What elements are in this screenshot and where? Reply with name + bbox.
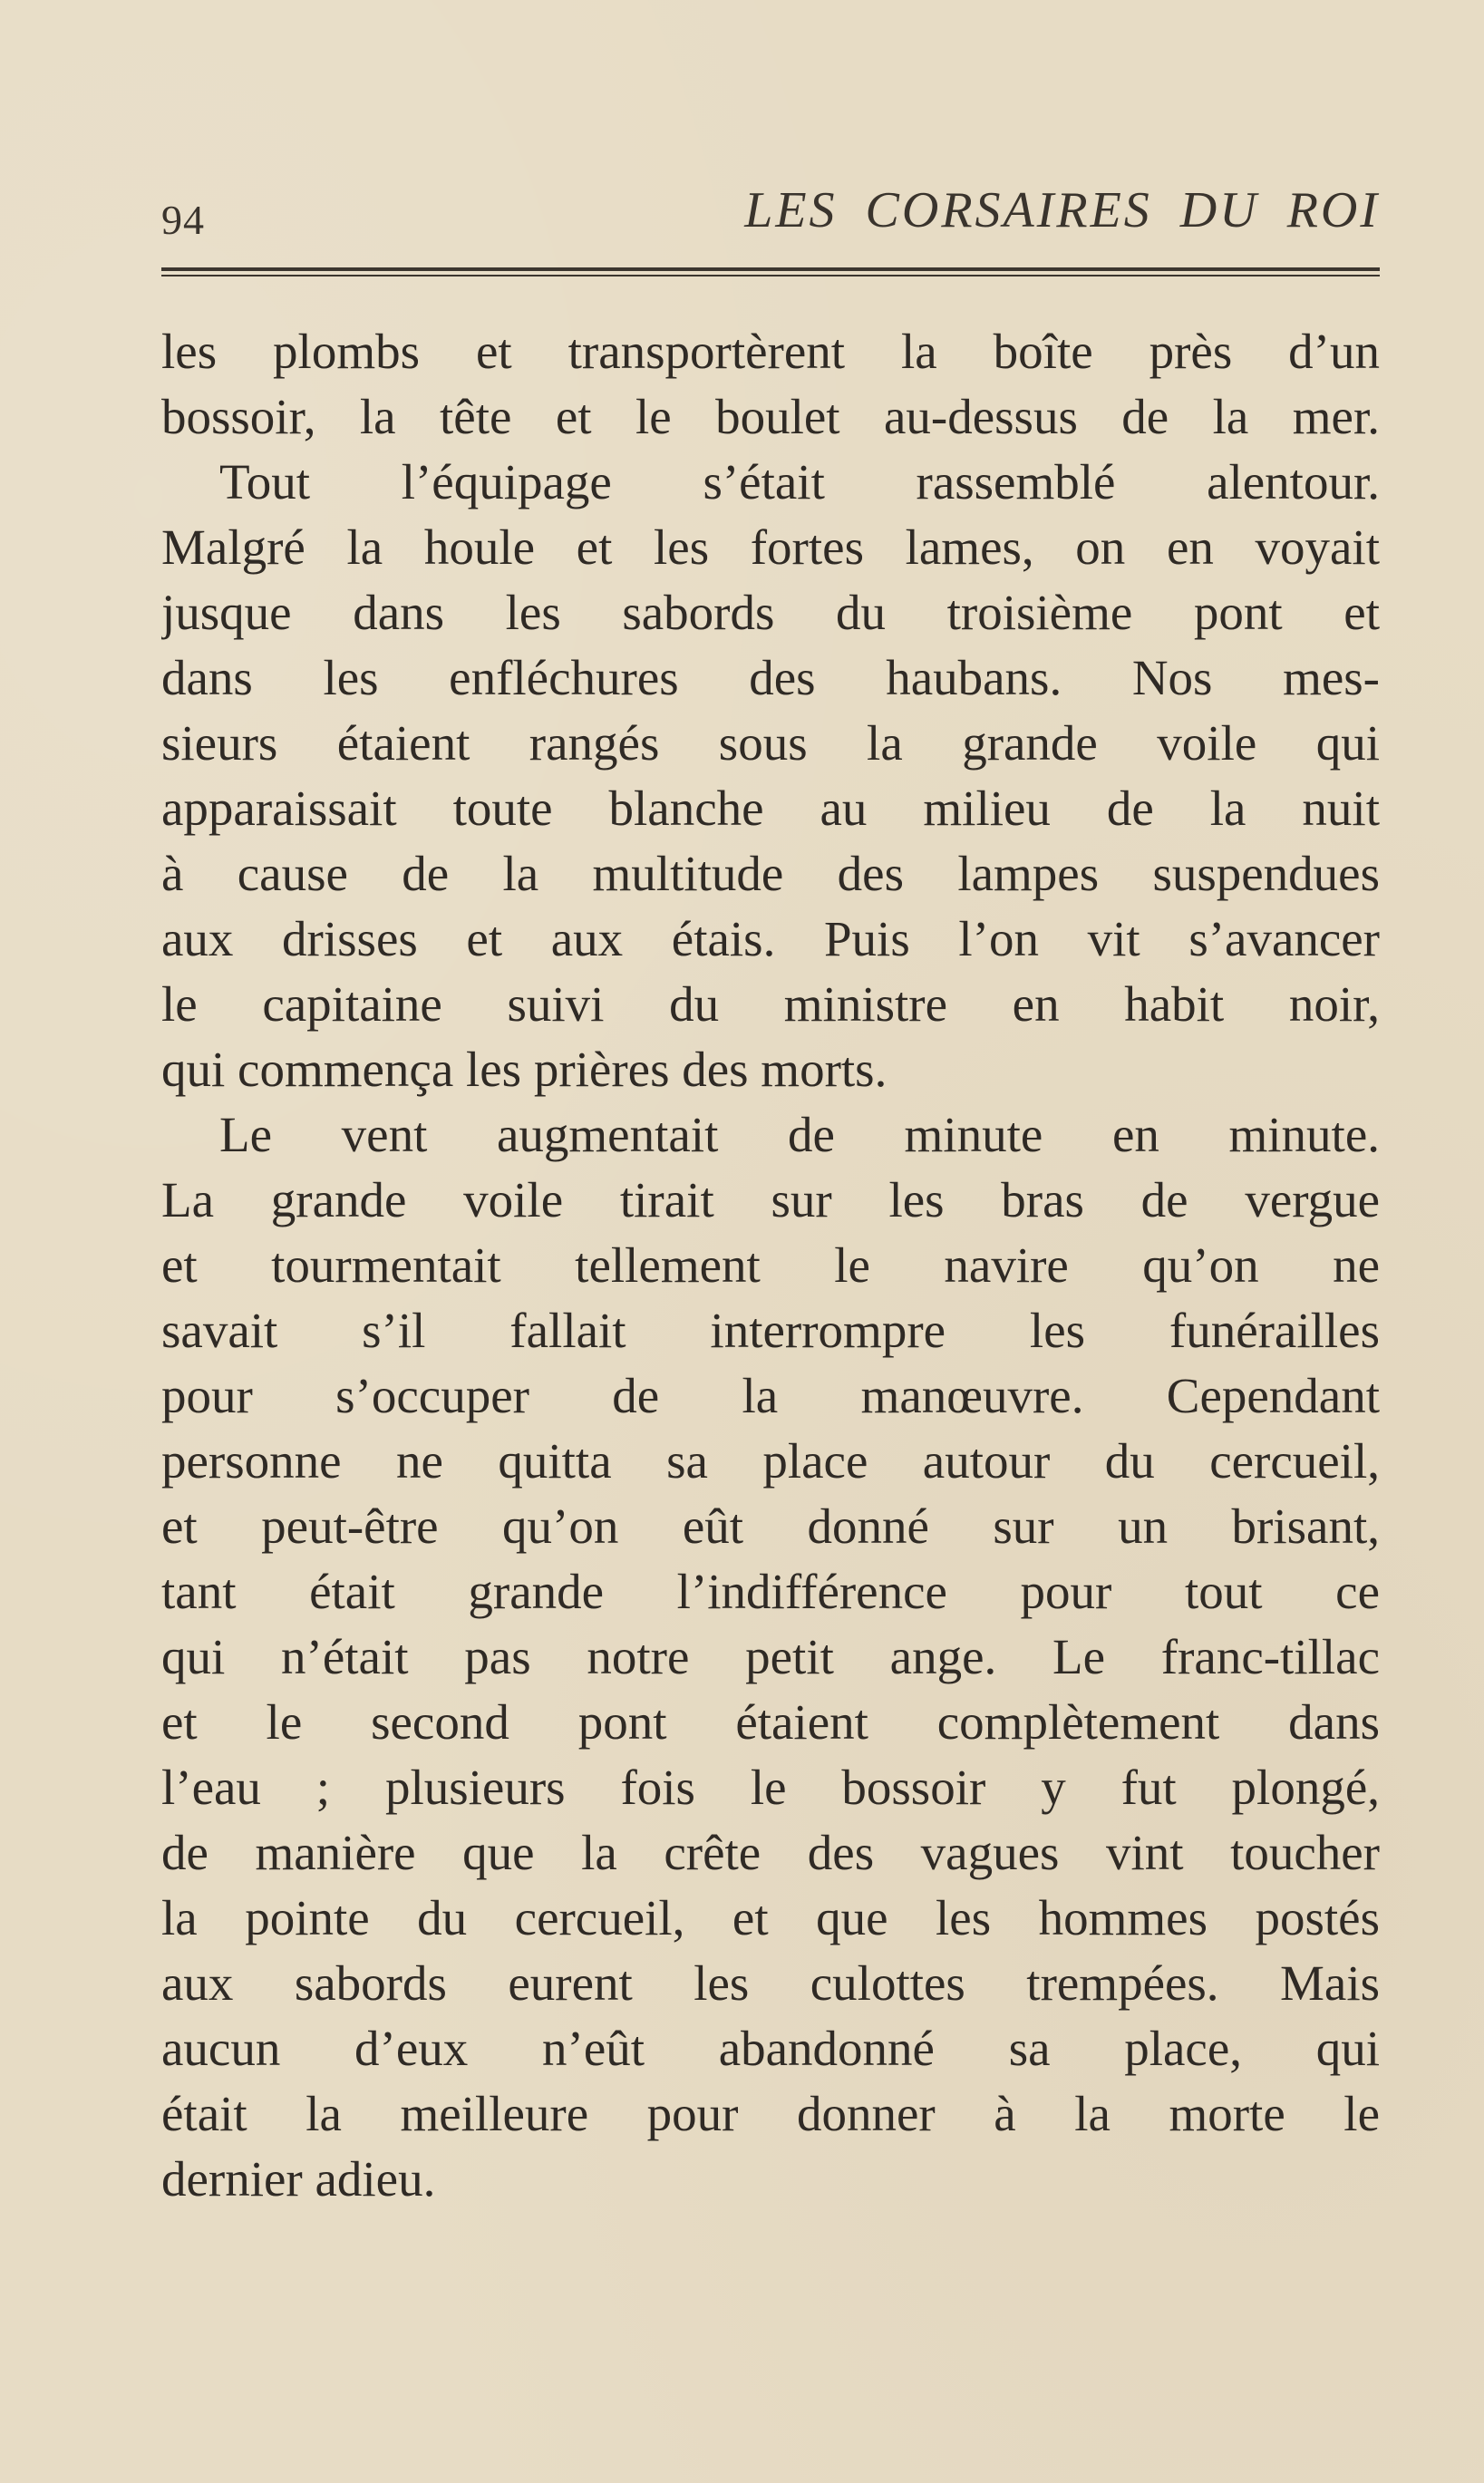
text-line: était la meilleure pour donner à la morte le [161, 2086, 1380, 2141]
text-line: et le second pont étaient complètement dans [161, 1694, 1380, 1750]
text-line: le capitaine suivi du ministre en habit noir, [161, 976, 1380, 1032]
text-line: bossoir, la tête et le boulet au-dessus de la mer. [161, 389, 1380, 444]
text-line: Malgré la houle et les fortes lames, on en voyait [161, 519, 1380, 575]
text-line: pour s’occuper de la manœuvre. Cependant [161, 1368, 1380, 1423]
body-text [161, 319, 1380, 2212]
text-line: l’eau ; plusieurs fois le bossoir y fut plongé, [161, 1760, 1380, 1815]
text-line: et tourmentait tellement le navire qu’on ne [161, 1237, 1380, 1293]
text-line: aux sabords eurent les culottes trempées. Mais [161, 1955, 1380, 2011]
text-line: Le vent augmentait de minute en minute. [219, 1107, 1380, 1162]
text-line: tant était grande l’indifférence pour tout ce [161, 1564, 1380, 1619]
text-line: savait s’il fallait interrompre les funérailles [161, 1303, 1380, 1358]
running-title: LES CORSAIRES DU ROI [744, 182, 1380, 238]
text-line: les plombs et transportèrent la boîte près d’un [161, 324, 1380, 379]
text-line: personne ne quitta sa place autour du cercueil, [161, 1433, 1380, 1489]
page-header [161, 181, 1380, 245]
text-line: dans les enfléchures des haubans. Nos mes- [161, 650, 1380, 705]
text-line: jusque dans les sabords du troisième pont et [161, 585, 1380, 640]
text-line: et peut-être qu’on eût donné sur un brisant, [161, 1499, 1380, 1554]
text-line: sieurs étaient rangés sous la grande voile qui [161, 715, 1380, 771]
text-line: apparaissait toute blanche au milieu de la nuit [161, 781, 1380, 836]
text-line: la pointe du cercueil, et que les hommes postés [161, 1890, 1380, 1945]
text-line: Tout l’équipage s’était rassemblé alentour. [219, 454, 1380, 509]
text-line: aux drisses et aux étais. Puis l’on vit s’avancer [161, 911, 1380, 966]
text-line: qui n’était pas notre petit ange. Le franc-tillac [161, 1629, 1380, 1684]
text-line: à cause de la multitude des lampes suspendues [161, 846, 1380, 901]
text-line: La grande voile tirait sur les bras de vergue [161, 1172, 1380, 1227]
header-rule [161, 267, 1380, 276]
book-page [161, 0, 1380, 2483]
page-number: 94 [161, 197, 205, 243]
text-line: aucun d’eux n’eût abandonné sa place, qui [161, 2021, 1380, 2076]
text-line: qui commença les prières des morts. [161, 1042, 887, 1097]
text-line: de manière que la crête des vagues vint toucher [161, 1825, 1380, 1880]
text-line: dernier adieu. [161, 2151, 436, 2207]
